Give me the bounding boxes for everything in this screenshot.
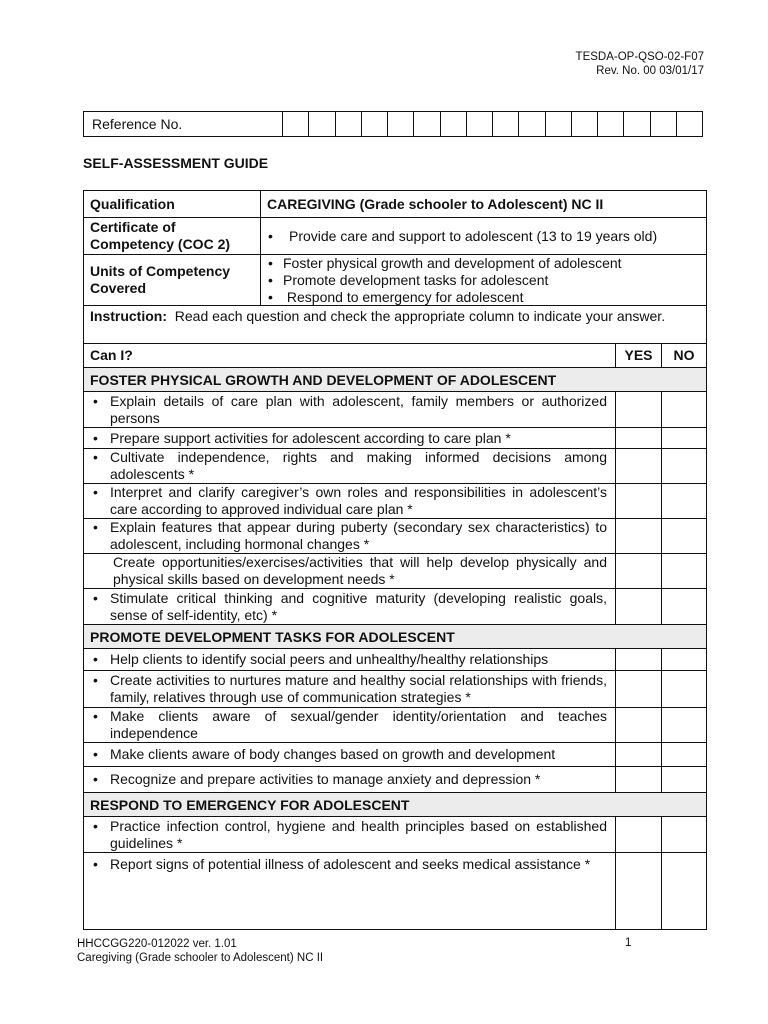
- section-title: PROMOTE DEVELOPMENT TASKS FOR ADOLESCENT: [90, 629, 455, 645]
- reference-box: [624, 112, 650, 137]
- question-text: • Explain features that appear during puberty (secondary sex characteristics) to adolescent, including hormonal changes *: [90, 519, 607, 553]
- units-list: [267, 255, 622, 306]
- page-title: SELF-ASSESSMENT GUIDE: [83, 155, 269, 171]
- question-text: • Report signs of potential illness of adolescent and seeks medical assistance *: [90, 856, 607, 873]
- coc-label: Certificate of Competency (COC 2): [84, 218, 261, 254]
- footer: [77, 937, 323, 965]
- reference-box: [650, 112, 676, 137]
- reference-box: [440, 112, 466, 137]
- units-label: Units of Competency Covered: [84, 255, 261, 305]
- reference-box: [545, 112, 571, 137]
- can-i-header: Can I?: [84, 344, 616, 367]
- no-checkbox[interactable]: [662, 589, 706, 624]
- footer-qualification: Caregiving (Grade schooler to Adolescent) NC II: [77, 952, 324, 964]
- yes-checkbox[interactable]: [616, 853, 662, 929]
- question-text: • Make clients aware of body changes based on growth and development: [90, 746, 607, 763]
- reference-box: [519, 112, 545, 137]
- no-checkbox[interactable]: [662, 449, 706, 483]
- question-row: [84, 588, 706, 624]
- instruction-text: Read each question and check the appropriate column to indicate your answer.: [174, 308, 666, 324]
- yes-checkbox[interactable]: [616, 392, 662, 427]
- question-text: • Help clients to identify social peers and unhealthy/healthy relationships: [90, 651, 607, 668]
- coc-row: [84, 217, 706, 254]
- question-row: [84, 816, 706, 852]
- reference-number-table: [83, 111, 703, 137]
- section-title: FOSTER PHYSICAL GROWTH AND DEVELOPMENT OF ADOLESCENT: [90, 372, 557, 388]
- question-text: • Prepare support activities for adolescent according to care plan *: [90, 430, 607, 447]
- reference-box: [335, 112, 361, 137]
- reference-box: [676, 112, 702, 137]
- yes-checkbox[interactable]: [616, 708, 662, 742]
- yes-checkbox[interactable]: [616, 428, 662, 448]
- instruction-label: Instruction:: [90, 308, 167, 324]
- section-header: [84, 624, 706, 648]
- no-checkbox[interactable]: [662, 853, 706, 929]
- no-checkbox[interactable]: [662, 554, 706, 588]
- revision-number: Rev. No. 00 03/01/17: [596, 65, 704, 77]
- question-row: [84, 391, 706, 427]
- no-header: NO: [673, 347, 695, 363]
- yes-checkbox[interactable]: [616, 519, 662, 553]
- document-code: TESDA-OP-QSO-02-F07: [575, 51, 704, 63]
- instruction: [84, 306, 706, 343]
- reference-box: [309, 112, 335, 137]
- yes-checkbox[interactable]: [616, 554, 662, 588]
- units-row: [84, 254, 706, 305]
- assessment-table: [83, 190, 707, 930]
- no-checkbox[interactable]: [662, 392, 706, 427]
- no-checkbox[interactable]: [662, 484, 706, 518]
- coc-list: [267, 228, 657, 245]
- page-number: 1: [625, 937, 632, 949]
- section-title: RESPOND TO EMERGENCY FOR ADOLESCENT: [90, 797, 410, 813]
- no-checkbox[interactable]: [662, 519, 706, 553]
- qualification-row: [84, 191, 706, 217]
- question-row: [84, 670, 706, 707]
- qualification-label: Qualification: [84, 191, 261, 217]
- unit-item: • Promote development tasks for adolescent: [267, 272, 622, 289]
- qualification-value: CAREGIVING (Grade schooler to Adolescent) NC II: [267, 195, 604, 212]
- reference-box: [283, 112, 309, 137]
- reference-box: [388, 112, 414, 137]
- column-header-row: [84, 343, 706, 367]
- question-row: [84, 553, 706, 588]
- question-row: [84, 427, 706, 448]
- question-row: [84, 648, 706, 670]
- no-checkbox[interactable]: [662, 649, 706, 670]
- no-checkbox[interactable]: [662, 671, 706, 707]
- question-row: [84, 766, 706, 792]
- question-text: • Create activities to nurtures mature and healthy social relationships with friends, family, relatives through use of communication strategies *: [90, 672, 607, 706]
- question-text: • Cultivate independence, rights and making informed decisions among adolescents *: [90, 449, 607, 483]
- question-text: Create opportunities/exercises/activities that will help develop physically and physical skills based on development needs *: [113, 554, 607, 587]
- question-text: • Make clients aware of sexual/gender identity/orientation and teaches independence: [90, 708, 607, 742]
- section-header: [84, 367, 706, 391]
- yes-checkbox[interactable]: [616, 671, 662, 707]
- question-row: [84, 483, 706, 518]
- question-text: • Interpret and clarify caregiver’s own roles and responsibilities in adolescent’s care according to approved individual care plan *: [90, 484, 607, 518]
- footer-code: HHCCGG220-012022 ver. 1.01: [77, 938, 237, 950]
- no-checkbox[interactable]: [662, 428, 706, 448]
- unit-item: • Foster physical growth and development of adolescent: [267, 255, 622, 272]
- question-row: [84, 448, 706, 483]
- reference-box: [466, 112, 492, 137]
- section-header: [84, 792, 706, 816]
- no-checkbox[interactable]: [662, 708, 706, 742]
- yes-checkbox[interactable]: [616, 484, 662, 518]
- yes-checkbox[interactable]: [616, 767, 662, 792]
- question-row: [84, 852, 706, 929]
- yes-checkbox[interactable]: [616, 649, 662, 670]
- coc-value: • Provide care and support to adolescent (13 to 19 years old): [267, 228, 657, 245]
- no-checkbox[interactable]: [662, 767, 706, 792]
- yes-checkbox[interactable]: [616, 817, 662, 852]
- question-row: [84, 707, 706, 742]
- reference-box: [571, 112, 597, 137]
- instruction-row: [84, 305, 706, 343]
- question-text: • Explain details of care plan with adolescent, family members or authorized persons: [90, 393, 607, 427]
- yes-header: YES: [616, 344, 662, 367]
- reference-box: [598, 112, 624, 137]
- no-checkbox[interactable]: [662, 817, 706, 852]
- question-text: • Stimulate critical thinking and cognitive maturity (developing realistic goals, sense of self-identity, etc) *: [90, 590, 607, 624]
- yes-checkbox[interactable]: [616, 589, 662, 624]
- question-row: [84, 742, 706, 766]
- reference-box: [493, 112, 519, 137]
- yes-checkbox[interactable]: [616, 743, 662, 766]
- question-text: • Practice infection control, hygiene and health principles based on established guidelines *: [90, 818, 607, 852]
- unit-item: • Respond to emergency for adolescent: [267, 289, 622, 306]
- question-text: • Recognize and prepare activities to manage anxiety and depression *: [90, 771, 607, 788]
- reference-box: [361, 112, 387, 137]
- question-row: [84, 518, 706, 553]
- document-code-header: [576, 50, 704, 78]
- reference-label: Reference No.: [84, 112, 283, 137]
- no-checkbox[interactable]: [662, 743, 706, 766]
- yes-checkbox[interactable]: [616, 449, 662, 483]
- reference-box: [414, 112, 440, 137]
